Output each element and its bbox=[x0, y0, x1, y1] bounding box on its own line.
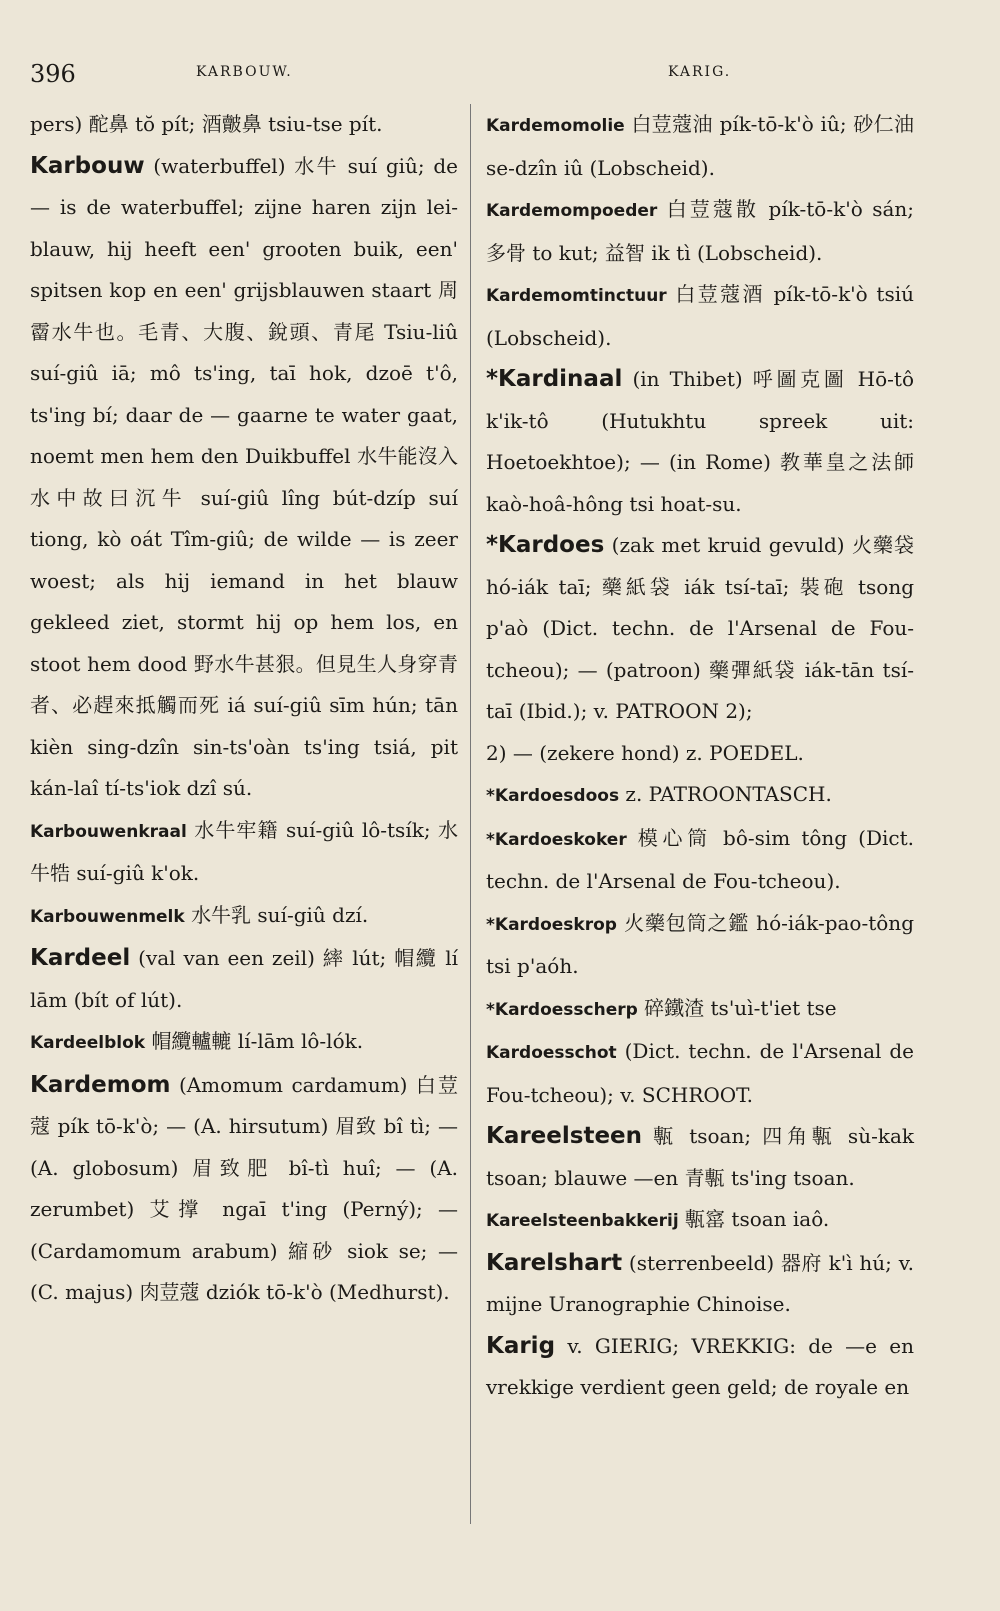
right-column bbox=[486, 104, 914, 1409]
dictionary-entry bbox=[486, 1116, 914, 1199]
entry-text: 甎 tsoan; 四角甎 sù-kak tsoan; blauwe —en 青甎 ts'ing tsoan. bbox=[486, 1124, 914, 1190]
entry-text: (Dict. techn. de l'Arsenal de Fou-tcheou); v. SCHROOT. bbox=[486, 1039, 915, 1107]
running-header-left: KARBOUW. bbox=[196, 64, 293, 80]
entry-headword: *Kardoes bbox=[486, 532, 605, 558]
dictionary-entry bbox=[30, 1021, 458, 1065]
entry-headword: *Kardoesscherp bbox=[486, 999, 638, 1020]
entry-headword: *Kardoeskrop bbox=[486, 914, 617, 935]
dictionary-entry bbox=[486, 1031, 914, 1116]
left-column bbox=[30, 104, 458, 1314]
entry-text: (val van een zeil) 繂 lút; 帽纜 lí lām (bít of lút). bbox=[30, 946, 458, 1012]
entry-text: pers) 酡鼻 tŏ pít; 酒皾鼻 tsiu-tse pít. bbox=[30, 112, 383, 136]
dictionary-entry bbox=[30, 895, 458, 939]
entry-headword: Kardemomolie bbox=[486, 116, 625, 136]
entry-text: (sterrenbeeld) 器府 k'ì hú; v. mijne Uranographie Chinoise. bbox=[486, 1250, 914, 1316]
dictionary-entry bbox=[486, 818, 914, 903]
dictionary-entry bbox=[486, 1199, 914, 1243]
entry-headword: Karbouw bbox=[30, 152, 145, 179]
entry-text: 白荳蔻散 pík-tō-k'ò sán; 多骨 to kut; 益智 ik tì (Lobscheid). bbox=[486, 197, 914, 265]
entry-text: 模心筒 bô-sim tông (Dict. techn. de l'Arsenal de Fou-tcheou). bbox=[486, 825, 914, 893]
dictionary-entry bbox=[486, 1326, 914, 1409]
column-divider bbox=[470, 104, 471, 1524]
entry-headword: Kardemom bbox=[30, 1071, 171, 1098]
entry-headword: Karelshart bbox=[486, 1249, 623, 1276]
entry-headword: Kardoesschot bbox=[486, 1043, 617, 1063]
entry-headword: *Kardinaal bbox=[486, 366, 623, 392]
entry-headword: Kareelsteen bbox=[486, 1123, 643, 1149]
dictionary-entry bbox=[30, 1065, 458, 1314]
dictionary-entry bbox=[486, 774, 914, 818]
entry-headword: Kardeel bbox=[30, 945, 131, 971]
entry-text: 水牛牢籍 suí-giû lô-tsík; 水牛牿 suí-giû k'ok. bbox=[30, 817, 459, 885]
entry-text: (zak met kruid gevuld) 火藥袋 hó-iák taī; 藥紙袋 iák tsí-taī; 裝砲 tsong p'aò (Dict. techn. de l'Arsenal de Fou-tcheou); — (patroon) 藥彈紙袋 iák-tān tsí-taī (Ibid.); v. PATROON 2); bbox=[486, 533, 915, 723]
entry-headword: *Kardoesdoos bbox=[486, 786, 620, 806]
entry-text: (waterbuffel) 水牛 suí giû; de — is de waterbuffel; zijne haren zijn lei-blauw, hij heeft een' grooten buik, een' spitsen kop en een' grijsblauwen staart 周霤水牛也。毛青、大腹、銳頭、青尾 Tsiu-liû suí-giû iā; mô ts'ing, taī hok, dzoē t'ô, ts'ing bí; daar de — gaarne te water gaat, noemt men hem den Duikbuffel 水牛能沒入水中故曰沉牛 suí-giû lîng bút-dzíp suí tiong, kò oát Tîm-giû; de wilde — is zeer woest; als hij iemand in het blauw gekleed ziet, stormt hij op hem los, en stoot hem dood 野水牛甚狠。但見生人身穿青者、必趕來抵觸而死 iá suí-giû sīm hún; tān kièn sing-dzîn sin-ts'oàn ts'ing tsiá, pit kán-laî tí-ts'iok dzî sú. bbox=[30, 153, 459, 800]
dictionary-entry bbox=[30, 810, 458, 895]
entry-text: 碎鐵渣 ts'uì-t'iet tse bbox=[644, 995, 837, 1020]
entry-headword: Karig bbox=[486, 1332, 556, 1359]
entry-headword: Karbouwenkraal bbox=[30, 821, 187, 842]
entry-headword: Kardeelblok bbox=[30, 1033, 146, 1053]
entry-text: 甎窰 tsoan iaô. bbox=[685, 1207, 830, 1231]
dictionary-entry bbox=[486, 525, 914, 733]
dictionary-entry bbox=[486, 189, 914, 274]
dictionary-entry bbox=[486, 104, 914, 189]
entry-text: 火藥包筒之鑑 hó-iák-pao-tông tsi p'aóh. bbox=[486, 910, 914, 978]
dictionary-entry bbox=[486, 988, 914, 1032]
entry-text: z. PATROONTASCH. bbox=[625, 782, 832, 806]
entry-text: 帽纜轤轆 lí-lām lô-lók. bbox=[151, 1029, 364, 1053]
dictionary-entry bbox=[30, 938, 458, 1021]
running-header-right: KARIG. bbox=[668, 64, 732, 80]
dictionary-entry bbox=[486, 903, 914, 988]
entry-text: (Amomum cardamum) 白荳蔻 pík tō-k'ò; — (A. hirsutum) 眉致 bî tì; — (A. globosum) 眉致肥 bî-tì huî; — (A. zerumbet) 艾撑 ngaī t'ing (Perný); — (Cardamomum arabum) 縮砂 siok se; — (C. majus) 肉荳蔻 dziók tō-k'ò (Medhurst). bbox=[30, 1072, 458, 1304]
entry-headword: Karbouwenmelk bbox=[30, 906, 185, 927]
entry-text: 白荳蔻酒 pík-tō-k'ò tsiú (Lobscheid). bbox=[486, 282, 915, 350]
entry-text: 水牛乳 suí-giû dzí. bbox=[191, 902, 369, 927]
entry-text: 2) — (zekere hond) z. POEDEL. bbox=[486, 740, 804, 765]
dictionary-entry bbox=[30, 104, 458, 146]
dictionary-entry bbox=[486, 359, 914, 525]
dictionary-entry bbox=[486, 733, 914, 775]
entry-headword: Kareelsteenbakkerij bbox=[486, 1211, 679, 1231]
entry-text: v. GIERIG; VREKKIG: de —e en vrekkige verdient geen geld; de royale en bbox=[486, 1333, 915, 1399]
entry-headword: *Kardoeskoker bbox=[486, 829, 627, 850]
entry-text: (in Thibet) 呼圖克圖 Hō-tô k'ik-tô (Hutukhtu spreek uit: Hoetoekhtoe); — (in Rome) 教華皇之法師 kaò-hoâ-hông tsi hoat-su. bbox=[486, 367, 914, 516]
entry-headword: Kardemomtinctuur bbox=[486, 286, 667, 306]
page-number: 396 bbox=[30, 60, 76, 88]
dictionary-entry bbox=[486, 274, 914, 359]
entry-headword: Kardemompoeder bbox=[486, 201, 658, 221]
dictionary-entry bbox=[486, 1243, 914, 1326]
dictionary-entry bbox=[30, 146, 458, 810]
entry-text: 白荳蔻油 pík-tō-k'ò iû; 砂仁油 se-dzîn iû (Lobscheid). bbox=[486, 112, 915, 180]
